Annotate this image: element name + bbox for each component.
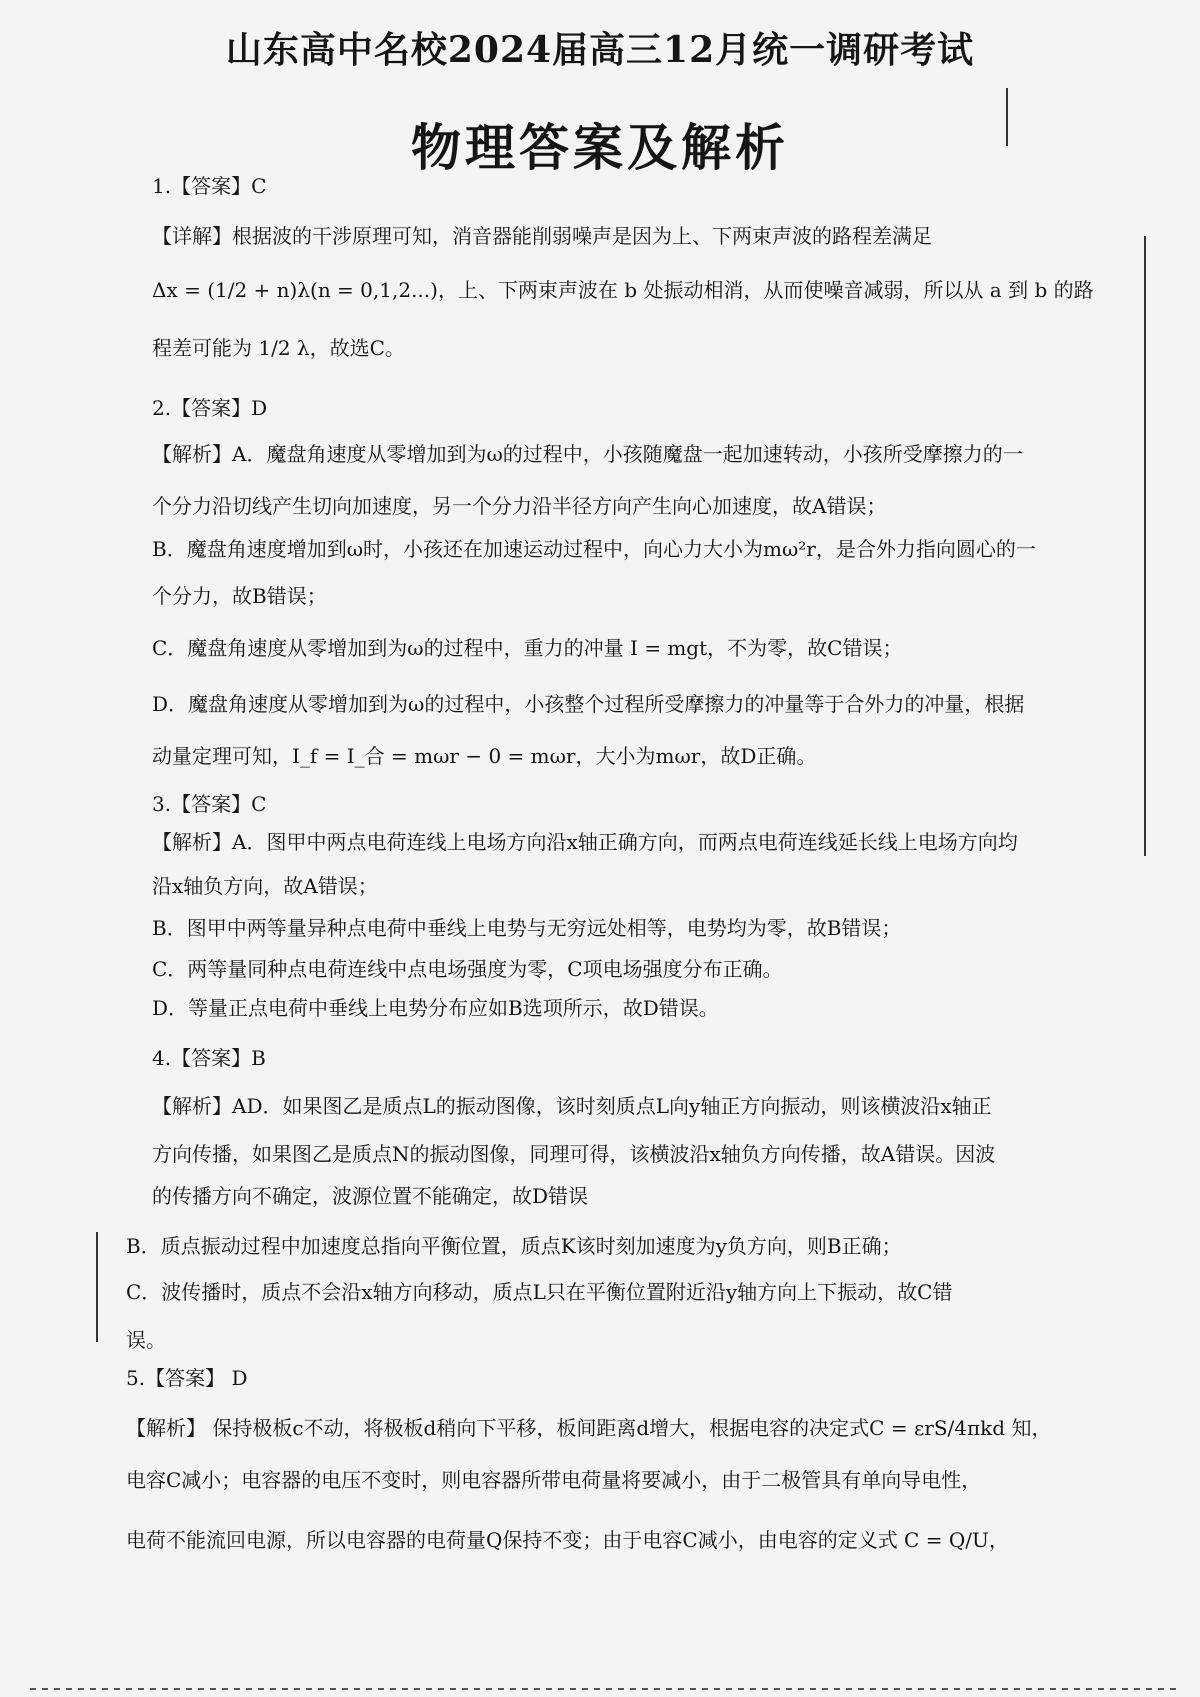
text-line: 方向传播，如果图乙是质点N的振动图像，同理可得，该横波沿x轴负方向传播，故A错误。因波 [152, 1142, 996, 1166]
text-line: 沿x轴负方向，故A错误； [152, 874, 378, 898]
text-line: 个分力，故B错误； [152, 584, 327, 608]
text-line: 【解析】AD．如果图乙是质点L的振动图像，该时刻质点L向y轴正方向振动，则该横波沿x轴正 [152, 1094, 992, 1118]
text-line: D．等量正点电荷中垂线上电势分布应如B选项所示，故D错误。 [152, 996, 719, 1020]
text-line: C．魔盘角速度从零增加到为ω的过程中，重力的冲量 I = mgt，不为零，故C错误； [152, 636, 903, 660]
exam-title: 山东高中名校2024届高三12月统一调研考试 [225, 29, 975, 71]
text-line: 1.【答案】C [152, 174, 267, 198]
document-subtitle: 物理答案及解析 [411, 118, 789, 177]
text-line: 【解析】 保持极板c不动，将极板d稍向下平移，板间距离d增大，根据电容的决定式C = εrS/4πkd 知， [126, 1416, 1052, 1440]
text-line: B．魔盘角速度增加到ω时，小孩还在加速运动过程中，向心力大小为mω²r，是合外力指向圆心的一 [152, 537, 1036, 561]
text-line: 个分力沿切线产生切向加速度，另一个分力沿半径方向产生向心加速度，故A错误； [152, 494, 887, 518]
text-line: D．魔盘角速度从零增加到为ω的过程中，小孩整个过程所受摩擦力的冲量等于合外力的冲量，根据 [152, 692, 1025, 716]
text-line: C．两等量同种点电荷连线中点电场强度为零，C项电场强度分布正确。 [152, 957, 783, 981]
text-line: 5.【答案】 D [126, 1366, 248, 1390]
text-line: 【解析】A．魔盘角速度从零增加到为ω的过程中，小孩随魔盘一起加速转动，小孩所受摩擦力的一 [152, 442, 1023, 466]
text-line: 【解析】A．图甲中两点电荷连线上电场方向沿x轴正确方向，而两点电荷连线延长线上电场方向均 [152, 830, 1018, 854]
text-line: C．波传播时，质点不会沿x轴方向移动，质点L只在平衡位置附近沿y轴方向上下振动，故C错 [126, 1280, 953, 1304]
text-line: B．图甲中两等量异种点电荷中垂线上电势与无穷远处相等，电势均为零，故B错误； [152, 916, 902, 940]
text-line: 误。 [126, 1328, 166, 1352]
margin-mark [1006, 88, 1008, 146]
text-line: Δx = (1/2 + n)λ(n = 0,1,2...)，上、下两束声波在 b 处振动相消，从而使噪音减弱，所以从 a 到 b 的路 [152, 278, 1094, 302]
text-line: 电荷不能流回电源，所以电容器的电荷量Q保持不变；由于电容C减小，由电容的定义式 C = Q/U， [126, 1528, 1009, 1552]
text-line: 的传播方向不确定，波源位置不能确定，故D错误 [152, 1184, 589, 1208]
scan-edge [30, 1688, 1180, 1690]
text-line: 4.【答案】B [152, 1046, 266, 1070]
margin-mark [1144, 236, 1146, 856]
text-line: 电容C减小；电容器的电压不变时，则电容器所带电荷量将要减小，由于二极管具有单向导电性， [126, 1468, 982, 1492]
text-line: 动量定理可知，I_f = I_合 = mωr − 0 = mωr，大小为mωr，故D正确。 [152, 744, 817, 768]
text-line: 3.【答案】C [152, 792, 267, 816]
text-line: 程差可能为 1/2 λ，故选C。 [152, 336, 405, 360]
text-line: 【详解】根据波的干涉原理可知，消音器能削弱噪声是因为上、下两束声波的路程差满足 [152, 224, 932, 248]
text-line: 2.【答案】D [152, 396, 268, 420]
margin-mark [96, 1232, 98, 1342]
text-line: B．质点振动过程中加速度总指向平衡位置，质点K该时刻加速度为y负方向，则B正确； [126, 1234, 902, 1258]
